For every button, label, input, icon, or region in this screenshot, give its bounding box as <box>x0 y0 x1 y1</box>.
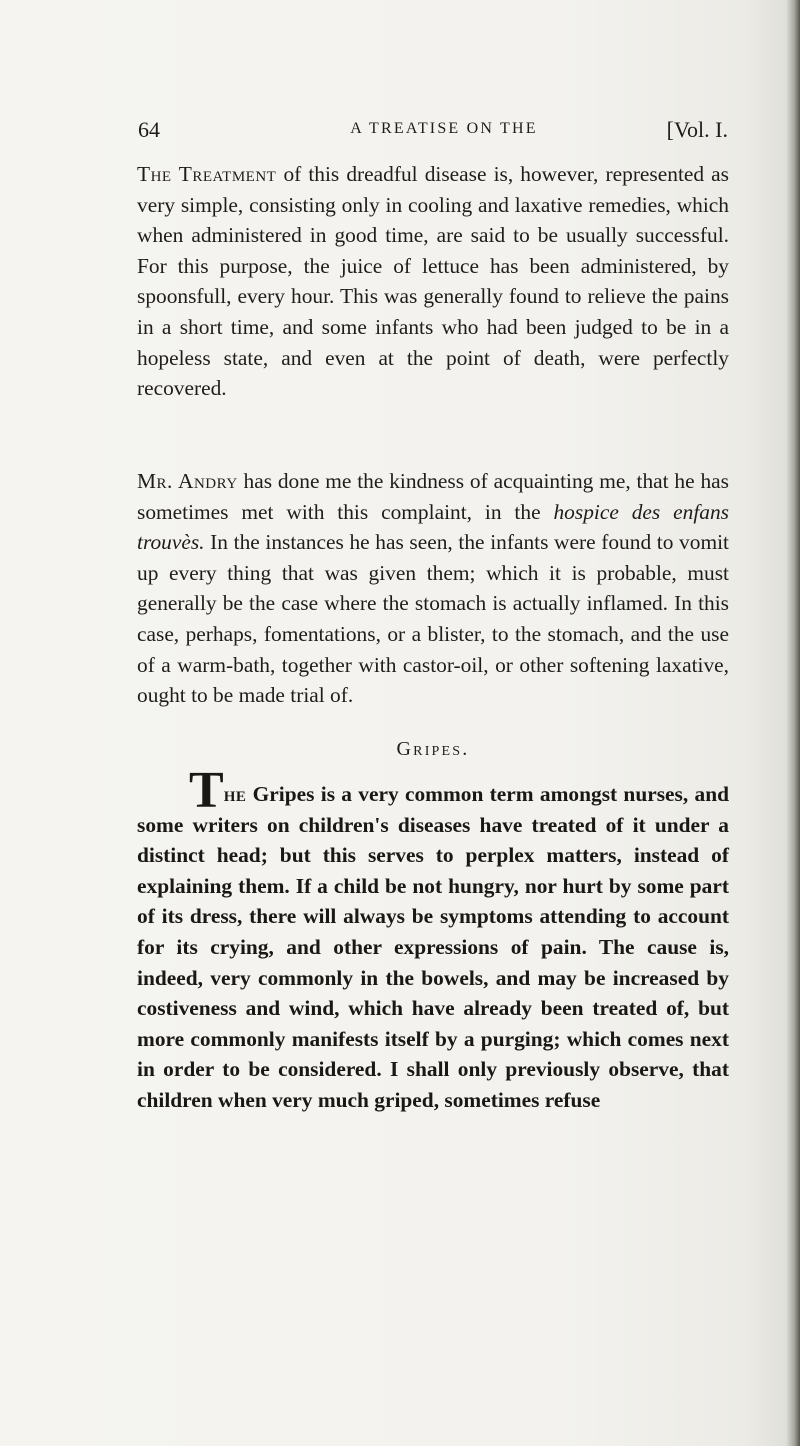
running-head <box>138 117 728 147</box>
paragraph-treatment <box>137 159 729 404</box>
paragraph-andry <box>137 466 729 711</box>
running-title: A TREATISE ON THE <box>350 120 538 137</box>
page-edge-shadow <box>786 0 800 1446</box>
paragraph-lead: Mr. Andry <box>137 469 238 493</box>
paragraph-text: of this dreadful disease is, however, represented as very simple, consisting only in cooling and laxative remedies, which when administered in good time, are said to be usually successful. For this purpose, the juice of lettuce has been administered, by spoonsfull, every hour. This was generally found to relieve the pains in a short time, and some infants who had been judged to be in a hopeless state, and even at the point of death, were perfectly recovered. <box>137 162 729 401</box>
paragraph-text: has done me the kindness of acquainting me, that he has sometimes met with this complaint, in the <box>137 469 729 524</box>
paragraph-text: In the instances he has seen, the infants were found to vomit up every thing that was given them; which it is probable, must generally be the case where the stomach is actually inflamed. In this case, perhaps, fomentations, or a blister, to the stomach, and the use of a warm-bath, together with castor-oil, or other softening laxative, ought to be made trial of. <box>137 530 729 708</box>
section-heading: Gripes. <box>396 738 470 760</box>
paragraph-lead: The Treatment <box>137 162 277 186</box>
italic-phrase: hospice des enfans trouvès. <box>137 499 729 555</box>
paragraph-gripes <box>137 762 729 1116</box>
drop-cap: T <box>189 762 224 819</box>
drop-cap-rest: he <box>223 782 247 806</box>
volume-mark: [Vol. I. <box>666 117 728 142</box>
paragraph-text: Gripes is a very common term amongst nurses, and some writers on children's diseases have treated of it under a distinct head; but this serves to perplex matters, instead of explaining them. If a child be not hungry, nor hurt by some part of its dress, there will always be symptoms attending to account for its crying, and other expressions of pain. The cause is, indeed, very commonly in the bowels, and may be increased by costiveness and wind, which have already been treated of, but more commonly manifests itself by a purging; which comes next in order to be considered. I shall only previously observe, that children when very much griped, sometimes refuse <box>137 782 729 1112</box>
page-number: 64 <box>138 117 160 142</box>
